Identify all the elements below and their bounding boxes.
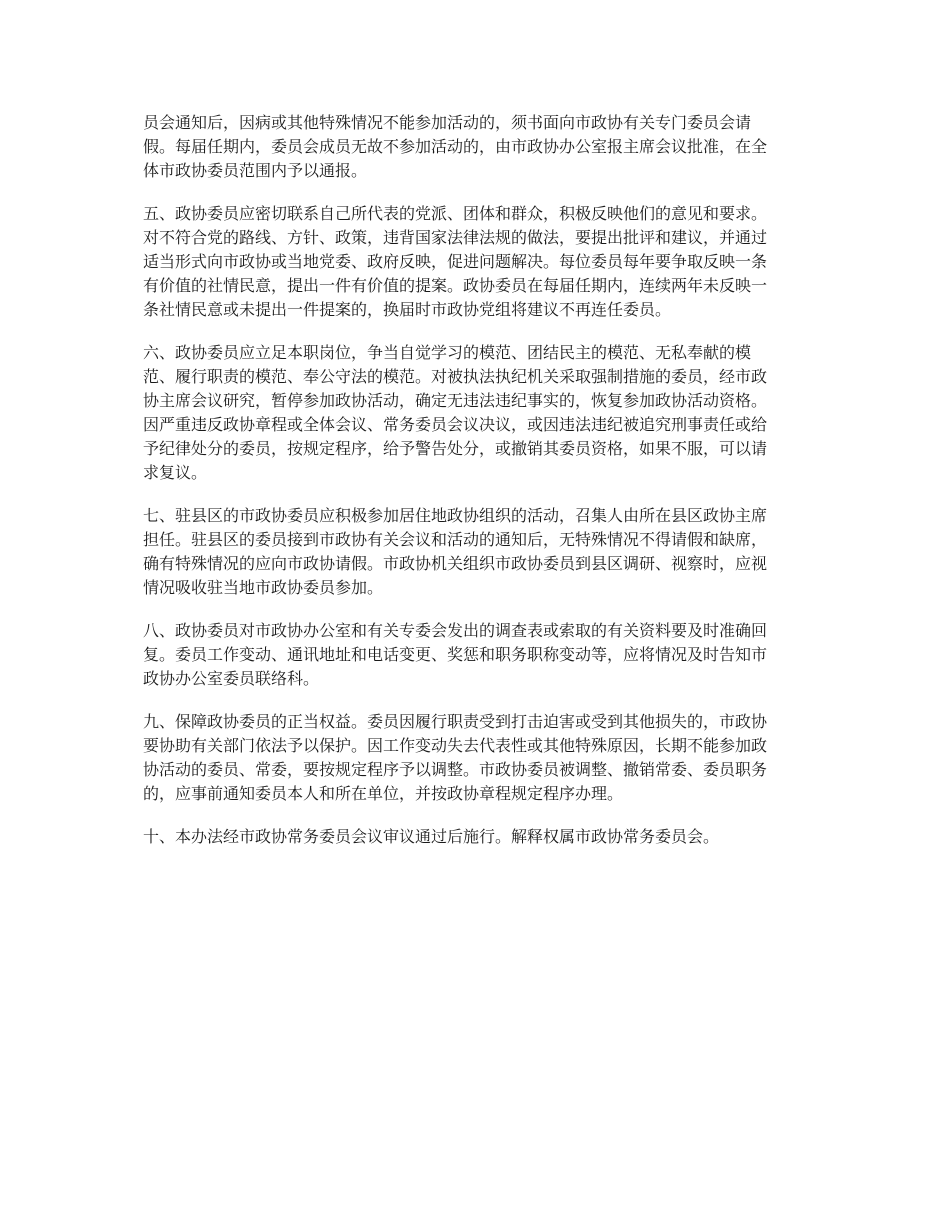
paragraph-item-10: 十、本办法经市政协常务委员会议审议通过后施行。解释权属市政协常务委员会。 (143, 827, 720, 846)
paragraph-item-5: 五、政协委员应密切联系自己所代表的党派、团体和群众，积极反映他们的意见和要求。 对不符合党的路线、方针、政策，违背国家法律法规的做法，要提出批评和建议，并通过 适当形式向市政协或当地党委、政府反映，促进问题解决。每位委员每年要争取反映一条 有价值的社情民意，提出一件有价值的提案。政协委员在每届任期内，连续两年未反映一 条社情民意或未提出一件提案的，换届时市政协党组将建议不再连任委员。 (143, 204, 768, 319)
paragraph-item-9: 九、保障政协委员的正当权益。委员因履行职责受到打击迫害或受到其他损失的，市政协 要协助有关部门依法予以保护。因工作变动失去代表性或其他特殊原因，长期不能参加政 协活动的委员、常委，要按规定程序予以调整。市政协委员被调整、撤销常委、委员职务 的，应事前通知委员本人和所在单位，并按政协章程规定程序办理。 (143, 712, 768, 803)
paragraph-item-7: 七、驻县区的市政协委员应积极参加居住地政协组织的活动，召集人由所在县区政协主席 担任。驻县区的委员接到市政协有关会议和活动的通知后，无特殊情况不得请假和缺席， 确有特殊情况的应向市政协请假。市政协机关组织市政协委员到县区调研、视察时，应视 情况吸收驻当地市政协委员参加。 (143, 506, 768, 597)
paragraph-continuation: 员会通知后，因病或其他特殊情况不能参加活动的，须书面向市政协有关专门委员会请 假。每届任期内，委员会成员无故不参加活动的，由市政协办公室报主席会议批准，在全 体市政协委员范围内予以通报。 (143, 113, 768, 180)
paragraph-item-6: 六、政协委员应立足本职岗位，争当自觉学习的模范、团结民主的模范、无私奉献的模 范、履行职责的模范、奉公守法的模范。对被执法执纪机关采取强制措施的委员，经市政 协主席会议研究，暂停参加政协活动，确定无违法违纪事实的，恢复参加政协活动资格。 因严重违反政协章程或全体会议、常务委员会议决议，或因违法违纪被追究刑事责任或给 予纪律处分的委员，按规定程序，给予警告处分，或撤销其委员资格，如果不服，可以请 求复议。 (143, 343, 768, 482)
document-body (143, 111, 809, 868)
paragraph-item-8: 八、政协委员对市政协办公室和有关专委会发出的调查表或索取的有关资料要及时准确回 复。委员工作变动、通讯地址和电话变更、奖惩和职务职称变动等，应将情况及时告知市 政协办公室委员联络科。 (143, 621, 768, 688)
